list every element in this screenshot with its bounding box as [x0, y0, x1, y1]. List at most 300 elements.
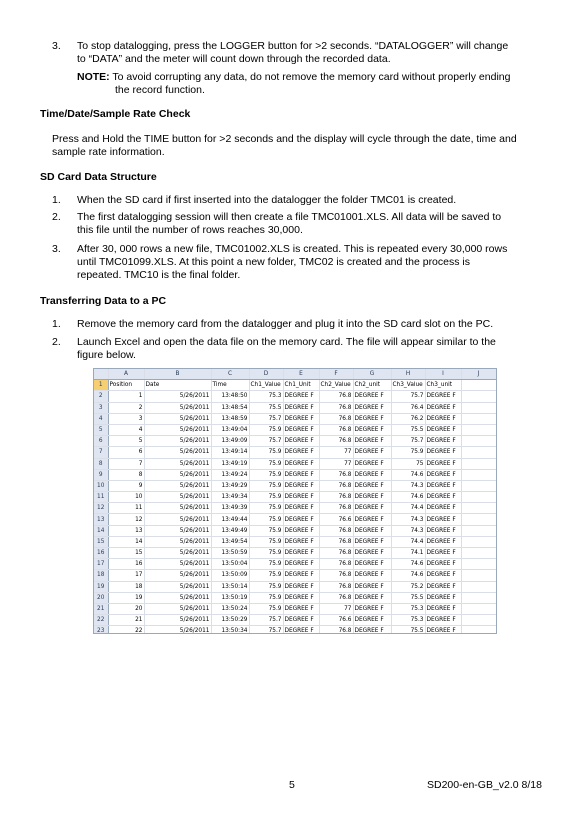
table-cell-empty [461, 447, 496, 458]
document-id: SD200-en-GB_v2.0 8/18 [427, 779, 542, 791]
table-cell: 75.3 [391, 615, 425, 626]
header-cell: Ch2_Value [319, 380, 353, 391]
table-cell: DEGREE F [353, 615, 391, 626]
table-row [94, 436, 496, 447]
table-cell: 13:49:54 [211, 536, 249, 547]
table-cell: 11 [108, 503, 144, 514]
table-cell: 75.9 [249, 548, 283, 559]
table-cell: 5/26/2011 [144, 503, 211, 514]
table-cell: 5/26/2011 [144, 536, 211, 547]
row-number: 13 [94, 514, 108, 525]
table-cell: 75.9 [249, 458, 283, 469]
table-cell: 76.8 [319, 413, 353, 424]
table-cell: 75.9 [391, 447, 425, 458]
list-number: 2. [52, 211, 61, 223]
table-cell: 76.8 [319, 536, 353, 547]
header-cell: Ch3_Value [391, 380, 425, 391]
step-text-line: to “DATA” and the meter will count down through the recorded data. [77, 53, 391, 65]
table-cell: 13:49:29 [211, 480, 249, 491]
table-row [94, 492, 496, 503]
table-cell: DEGREE F [283, 581, 319, 592]
table-cell: DEGREE F [425, 570, 461, 581]
list-item-line: When the SD card if first inserted into the datalogger the folder TMC01 is created. [77, 194, 457, 206]
table-cell: 13:50:04 [211, 559, 249, 570]
table-cell: DEGREE F [425, 492, 461, 503]
table-cell-empty [461, 592, 496, 603]
row-number: 12 [94, 503, 108, 514]
table-cell: 5/26/2011 [144, 492, 211, 503]
table-cell: 4 [108, 424, 144, 435]
table-cell: 6 [108, 447, 144, 458]
table-cell: 74.6 [391, 559, 425, 570]
table-cell: 13:49:19 [211, 458, 249, 469]
table-row [94, 592, 496, 603]
table-cell: 76.8 [319, 436, 353, 447]
table-row [94, 536, 496, 547]
table-cell: 74.6 [391, 469, 425, 480]
table-cell: 74.6 [391, 570, 425, 581]
header-cell: Ch1_Value [249, 380, 283, 391]
list-item-line: figure below. [77, 349, 136, 361]
list-item-line: this file until the number of rows reaches 30,000. [77, 224, 303, 236]
table-cell: DEGREE F [353, 402, 391, 413]
table-cell: DEGREE F [283, 525, 319, 536]
table-cell: 13:48:59 [211, 413, 249, 424]
table-cell: 5/26/2011 [144, 548, 211, 559]
row-number: 11 [94, 492, 108, 503]
table-cell: 75 [391, 458, 425, 469]
table-cell: 74.3 [391, 514, 425, 525]
row-number: 3 [94, 402, 108, 413]
table-cell: 76.8 [319, 570, 353, 581]
sheet-corner [94, 369, 108, 380]
list-item-line: Launch Excel and open the data file on the memory card. The file will appear similar to the [77, 336, 496, 348]
table-cell: 19 [108, 592, 144, 603]
section-heading: SD Card Data Structure [40, 171, 157, 183]
header-cell: Time [211, 380, 249, 391]
table-cell: DEGREE F [425, 615, 461, 626]
table-cell: DEGREE F [283, 492, 319, 503]
table-cell: 2 [108, 402, 144, 413]
column-letter: J [461, 369, 496, 380]
table-row [94, 559, 496, 570]
table-cell: 75.7 [249, 615, 283, 626]
table-cell: DEGREE F [353, 391, 391, 402]
list-number: 1. [52, 194, 61, 206]
table-cell: DEGREE F [283, 603, 319, 614]
table-cell: DEGREE F [283, 626, 319, 634]
table-cell: DEGREE F [353, 458, 391, 469]
table-cell: 13:49:39 [211, 503, 249, 514]
table-cell-empty [461, 525, 496, 536]
list-number: 1. [52, 318, 61, 330]
table-cell: 13:50:59 [211, 548, 249, 559]
table-cell: 21 [108, 615, 144, 626]
table-cell: DEGREE F [425, 581, 461, 592]
table-cell: DEGREE F [353, 469, 391, 480]
table-cell: 5/26/2011 [144, 603, 211, 614]
table-cell: 5/26/2011 [144, 570, 211, 581]
table-cell: DEGREE F [425, 559, 461, 570]
row-number: 20 [94, 592, 108, 603]
table-cell: DEGREE F [283, 436, 319, 447]
column-letter: E [283, 369, 319, 380]
table-cell: 13:49:09 [211, 436, 249, 447]
table-cell: 13:50:19 [211, 592, 249, 603]
table-cell: DEGREE F [425, 514, 461, 525]
table-cell: DEGREE F [353, 492, 391, 503]
table-cell: 13:49:49 [211, 525, 249, 536]
table-cell: DEGREE F [283, 447, 319, 458]
table-cell: 16 [108, 559, 144, 570]
column-letter: A [108, 369, 144, 380]
table-cell-empty [461, 603, 496, 614]
table-cell: 1 [108, 391, 144, 402]
table-cell: 10 [108, 492, 144, 503]
table-cell: 74.3 [391, 525, 425, 536]
table-cell-empty [461, 559, 496, 570]
table-cell: 13:48:54 [211, 402, 249, 413]
table-cell: 75.9 [249, 503, 283, 514]
table-cell: DEGREE F [353, 503, 391, 514]
table-cell: DEGREE F [353, 592, 391, 603]
row-number: 8 [94, 458, 108, 469]
table-cell: 76.8 [319, 424, 353, 435]
table-cell: DEGREE F [283, 615, 319, 626]
page-number: 5 [289, 779, 295, 791]
table-cell: 74.6 [391, 492, 425, 503]
table-cell: 76.8 [319, 469, 353, 480]
table-cell: 8 [108, 469, 144, 480]
table-cell: 76.8 [319, 581, 353, 592]
table-row [94, 626, 496, 634]
table-row [94, 503, 496, 514]
table-cell: DEGREE F [283, 402, 319, 413]
table-cell: 75.5 [391, 592, 425, 603]
table-cell: DEGREE F [353, 413, 391, 424]
table-cell: DEGREE F [283, 570, 319, 581]
note-label: NOTE: [77, 71, 110, 83]
table-cell: 5/26/2011 [144, 525, 211, 536]
table-cell: 13:50:14 [211, 581, 249, 592]
table-row [94, 570, 496, 581]
table-cell: DEGREE F [283, 480, 319, 491]
table-cell: 13:50:24 [211, 603, 249, 614]
table-cell: 76.8 [319, 548, 353, 559]
table-cell: DEGREE F [353, 626, 391, 634]
note-line: the record function. [115, 84, 205, 96]
table-cell: 13:50:29 [211, 615, 249, 626]
table-cell: 20 [108, 603, 144, 614]
table-row [94, 402, 496, 413]
table-cell: 75.9 [249, 536, 283, 547]
table-cell: 76.8 [319, 492, 353, 503]
table-cell: DEGREE F [425, 626, 461, 634]
table-row [94, 424, 496, 435]
table-row [94, 480, 496, 491]
table-cell: 74.3 [391, 480, 425, 491]
table-cell: 75.3 [249, 391, 283, 402]
table-cell: 75.7 [249, 413, 283, 424]
header-row [94, 380, 496, 391]
row-number: 19 [94, 581, 108, 592]
table-cell: 76.8 [319, 592, 353, 603]
table-cell-empty [461, 413, 496, 424]
table-cell-empty [461, 469, 496, 480]
table-cell: 74.4 [391, 503, 425, 514]
table-cell: 5/26/2011 [144, 480, 211, 491]
table-cell-empty [461, 458, 496, 469]
table-cell: 76.8 [319, 559, 353, 570]
table-cell: 75.9 [249, 480, 283, 491]
table-cell: 5 [108, 436, 144, 447]
row-number: 23 [94, 626, 108, 634]
section-heading: Time/Date/Sample Rate Check [40, 108, 191, 120]
table-cell-empty [461, 480, 496, 491]
header-cell [461, 380, 496, 391]
table-cell: 77 [319, 458, 353, 469]
list-item-line: The first datalogging session will then create a file TMC01001.XLS. All data will be saved to [77, 211, 502, 223]
table-row [94, 581, 496, 592]
table-cell: 75.7 [391, 391, 425, 402]
table-cell: 76.8 [319, 391, 353, 402]
table-cell-empty [461, 514, 496, 525]
table-cell-empty [461, 503, 496, 514]
table-cell: DEGREE F [283, 536, 319, 547]
table-cell: 5/26/2011 [144, 559, 211, 570]
table-cell: DEGREE F [283, 548, 319, 559]
table-row [94, 548, 496, 559]
table-cell: 76.8 [319, 503, 353, 514]
table-row [94, 413, 496, 424]
table-cell: 5/26/2011 [144, 592, 211, 603]
column-letter: B [144, 369, 211, 380]
table-cell: DEGREE F [353, 581, 391, 592]
table-cell: DEGREE F [353, 525, 391, 536]
table-cell: 5/26/2011 [144, 424, 211, 435]
table-cell: DEGREE F [425, 548, 461, 559]
table-cell: 76.4 [391, 402, 425, 413]
note-text: To avoid corrupting any data, do not remove the memory card without properly ending [109, 71, 511, 83]
table-row [94, 514, 496, 525]
row-number: 7 [94, 447, 108, 458]
table-cell: 13:49:04 [211, 424, 249, 435]
table-cell: 5/26/2011 [144, 391, 211, 402]
table-cell: 75.7 [249, 626, 283, 634]
table-cell: 75.5 [391, 626, 425, 634]
table-cell: DEGREE F [425, 536, 461, 547]
table-cell: 75.9 [249, 492, 283, 503]
table-cell: 13 [108, 525, 144, 536]
row-number: 21 [94, 603, 108, 614]
table-cell: DEGREE F [425, 525, 461, 536]
table-cell: DEGREE F [353, 424, 391, 435]
row-number: 5 [94, 424, 108, 435]
row-number: 4 [94, 413, 108, 424]
column-letter: C [211, 369, 249, 380]
table-cell: DEGREE F [425, 402, 461, 413]
table-row [94, 525, 496, 536]
table-cell: DEGREE F [353, 480, 391, 491]
row-number: 1 [94, 380, 108, 391]
row-number: 22 [94, 615, 108, 626]
paragraph-line: Press and Hold the TIME button for >2 seconds and the display will cycle through the date, time and [52, 133, 517, 145]
column-header-row [94, 369, 496, 380]
row-number: 18 [94, 570, 108, 581]
table-cell: 22 [108, 626, 144, 634]
table-cell: 75.9 [249, 559, 283, 570]
table-cell: 75.9 [249, 592, 283, 603]
table-row [94, 615, 496, 626]
table-cell: 5/26/2011 [144, 469, 211, 480]
list-item-line: Remove the memory card from the datalogger and plug it into the SD card slot on the PC. [77, 318, 494, 330]
table-cell-empty [461, 402, 496, 413]
column-letter: I [425, 369, 461, 380]
table-cell-empty [461, 424, 496, 435]
table-cell: DEGREE F [283, 592, 319, 603]
list-item-line: repeated. TMC10 is the final folder. [77, 269, 241, 281]
table-cell: 74.4 [391, 536, 425, 547]
table-cell: 75.9 [249, 570, 283, 581]
table-cell: 17 [108, 570, 144, 581]
row-number: 14 [94, 525, 108, 536]
step-text-line: To stop datalogging, press the LOGGER button for >2 seconds. “DATALOGGER” will change [77, 40, 509, 52]
table-cell: 5/26/2011 [144, 615, 211, 626]
table-cell: 76.8 [319, 402, 353, 413]
paragraph-line: sample rate information. [52, 146, 165, 158]
table-cell: 76.8 [319, 480, 353, 491]
table-cell: 13:48:50 [211, 391, 249, 402]
row-number: 9 [94, 469, 108, 480]
table-cell: 75.7 [391, 436, 425, 447]
table-cell: DEGREE F [425, 436, 461, 447]
table-row [94, 458, 496, 469]
table-cell-empty [461, 536, 496, 547]
row-number: 15 [94, 536, 108, 547]
note-line [77, 71, 510, 84]
table-cell: DEGREE F [283, 391, 319, 402]
table-cell: 12 [108, 514, 144, 525]
table-cell: DEGREE F [353, 548, 391, 559]
table-cell: DEGREE F [425, 469, 461, 480]
table-cell: 5/26/2011 [144, 402, 211, 413]
table-cell-empty [461, 391, 496, 402]
table-cell: 13:49:14 [211, 447, 249, 458]
table-cell: 75.2 [391, 581, 425, 592]
table-row [94, 603, 496, 614]
table-cell-empty [461, 548, 496, 559]
table-cell: 5/26/2011 [144, 514, 211, 525]
table-cell: 5/26/2011 [144, 436, 211, 447]
row-number: 10 [94, 480, 108, 491]
table-cell: 75.5 [391, 424, 425, 435]
table-cell: 75.9 [249, 514, 283, 525]
table-row [94, 391, 496, 402]
spreadsheet-table [94, 369, 497, 634]
table-cell: 75.9 [249, 447, 283, 458]
table-cell: DEGREE F [353, 436, 391, 447]
table-cell: 75.9 [249, 581, 283, 592]
table-cell: DEGREE F [283, 458, 319, 469]
table-cell: DEGREE F [425, 503, 461, 514]
table-cell-empty [461, 581, 496, 592]
table-cell: DEGREE F [353, 603, 391, 614]
table-cell: 13:49:44 [211, 514, 249, 525]
step-number: 3. [52, 40, 61, 52]
table-cell: 3 [108, 413, 144, 424]
table-cell: 15 [108, 548, 144, 559]
table-cell: DEGREE F [425, 458, 461, 469]
table-cell: DEGREE F [283, 424, 319, 435]
table-cell: DEGREE F [425, 424, 461, 435]
table-cell: 77 [319, 603, 353, 614]
spreadsheet-figure [93, 368, 497, 634]
table-cell: 9 [108, 480, 144, 491]
table-cell: 13:50:09 [211, 570, 249, 581]
table-cell: 75.5 [249, 402, 283, 413]
table-cell: DEGREE F [353, 536, 391, 547]
row-number: 17 [94, 559, 108, 570]
table-cell: DEGREE F [283, 514, 319, 525]
row-number: 6 [94, 436, 108, 447]
table-cell: DEGREE F [425, 391, 461, 402]
table-cell: DEGREE F [353, 514, 391, 525]
table-cell: 76.8 [319, 626, 353, 634]
table-cell: 75.3 [391, 603, 425, 614]
header-cell: Ch3_unit [425, 380, 461, 391]
table-cell: 7 [108, 458, 144, 469]
table-cell: DEGREE F [425, 603, 461, 614]
header-cell: Date [144, 380, 211, 391]
column-letter: G [353, 369, 391, 380]
column-letter: F [319, 369, 353, 380]
table-cell: DEGREE F [425, 592, 461, 603]
row-number: 16 [94, 548, 108, 559]
table-cell: 74.1 [391, 548, 425, 559]
table-cell: 77 [319, 447, 353, 458]
section-heading: Transferring Data to a PC [40, 295, 167, 307]
table-cell: DEGREE F [425, 447, 461, 458]
table-cell: 13:49:34 [211, 492, 249, 503]
table-cell: 75.9 [249, 525, 283, 536]
table-cell-empty [461, 492, 496, 503]
table-row [94, 447, 496, 458]
table-cell: 76.6 [319, 514, 353, 525]
table-row [94, 469, 496, 480]
table-cell: 75.9 [249, 603, 283, 614]
table-cell: DEGREE F [353, 570, 391, 581]
table-cell: DEGREE F [425, 413, 461, 424]
list-item-line: After 30, 000 rows a new file, TMC01002.XLS is created. This is repeated every 30,000 rows [77, 243, 508, 255]
table-cell: 75.9 [249, 469, 283, 480]
table-cell-empty [461, 570, 496, 581]
table-cell: 14 [108, 536, 144, 547]
header-cell: Position [108, 380, 144, 391]
header-cell: Ch1_Unit [283, 380, 319, 391]
table-cell: 5/26/2011 [144, 447, 211, 458]
list-number: 2. [52, 336, 61, 348]
list-item-line: until TMC01099.XLS. At this point a new folder, TMC02 is created and the process is [77, 256, 470, 268]
column-letter: D [249, 369, 283, 380]
table-cell: DEGREE F [353, 447, 391, 458]
table-cell: DEGREE F [283, 559, 319, 570]
table-cell: 13:50:34 [211, 626, 249, 634]
table-cell: 18 [108, 581, 144, 592]
table-cell: DEGREE F [283, 413, 319, 424]
table-cell: 5/26/2011 [144, 626, 211, 634]
table-cell: 76.2 [391, 413, 425, 424]
table-cell: 75.9 [249, 424, 283, 435]
